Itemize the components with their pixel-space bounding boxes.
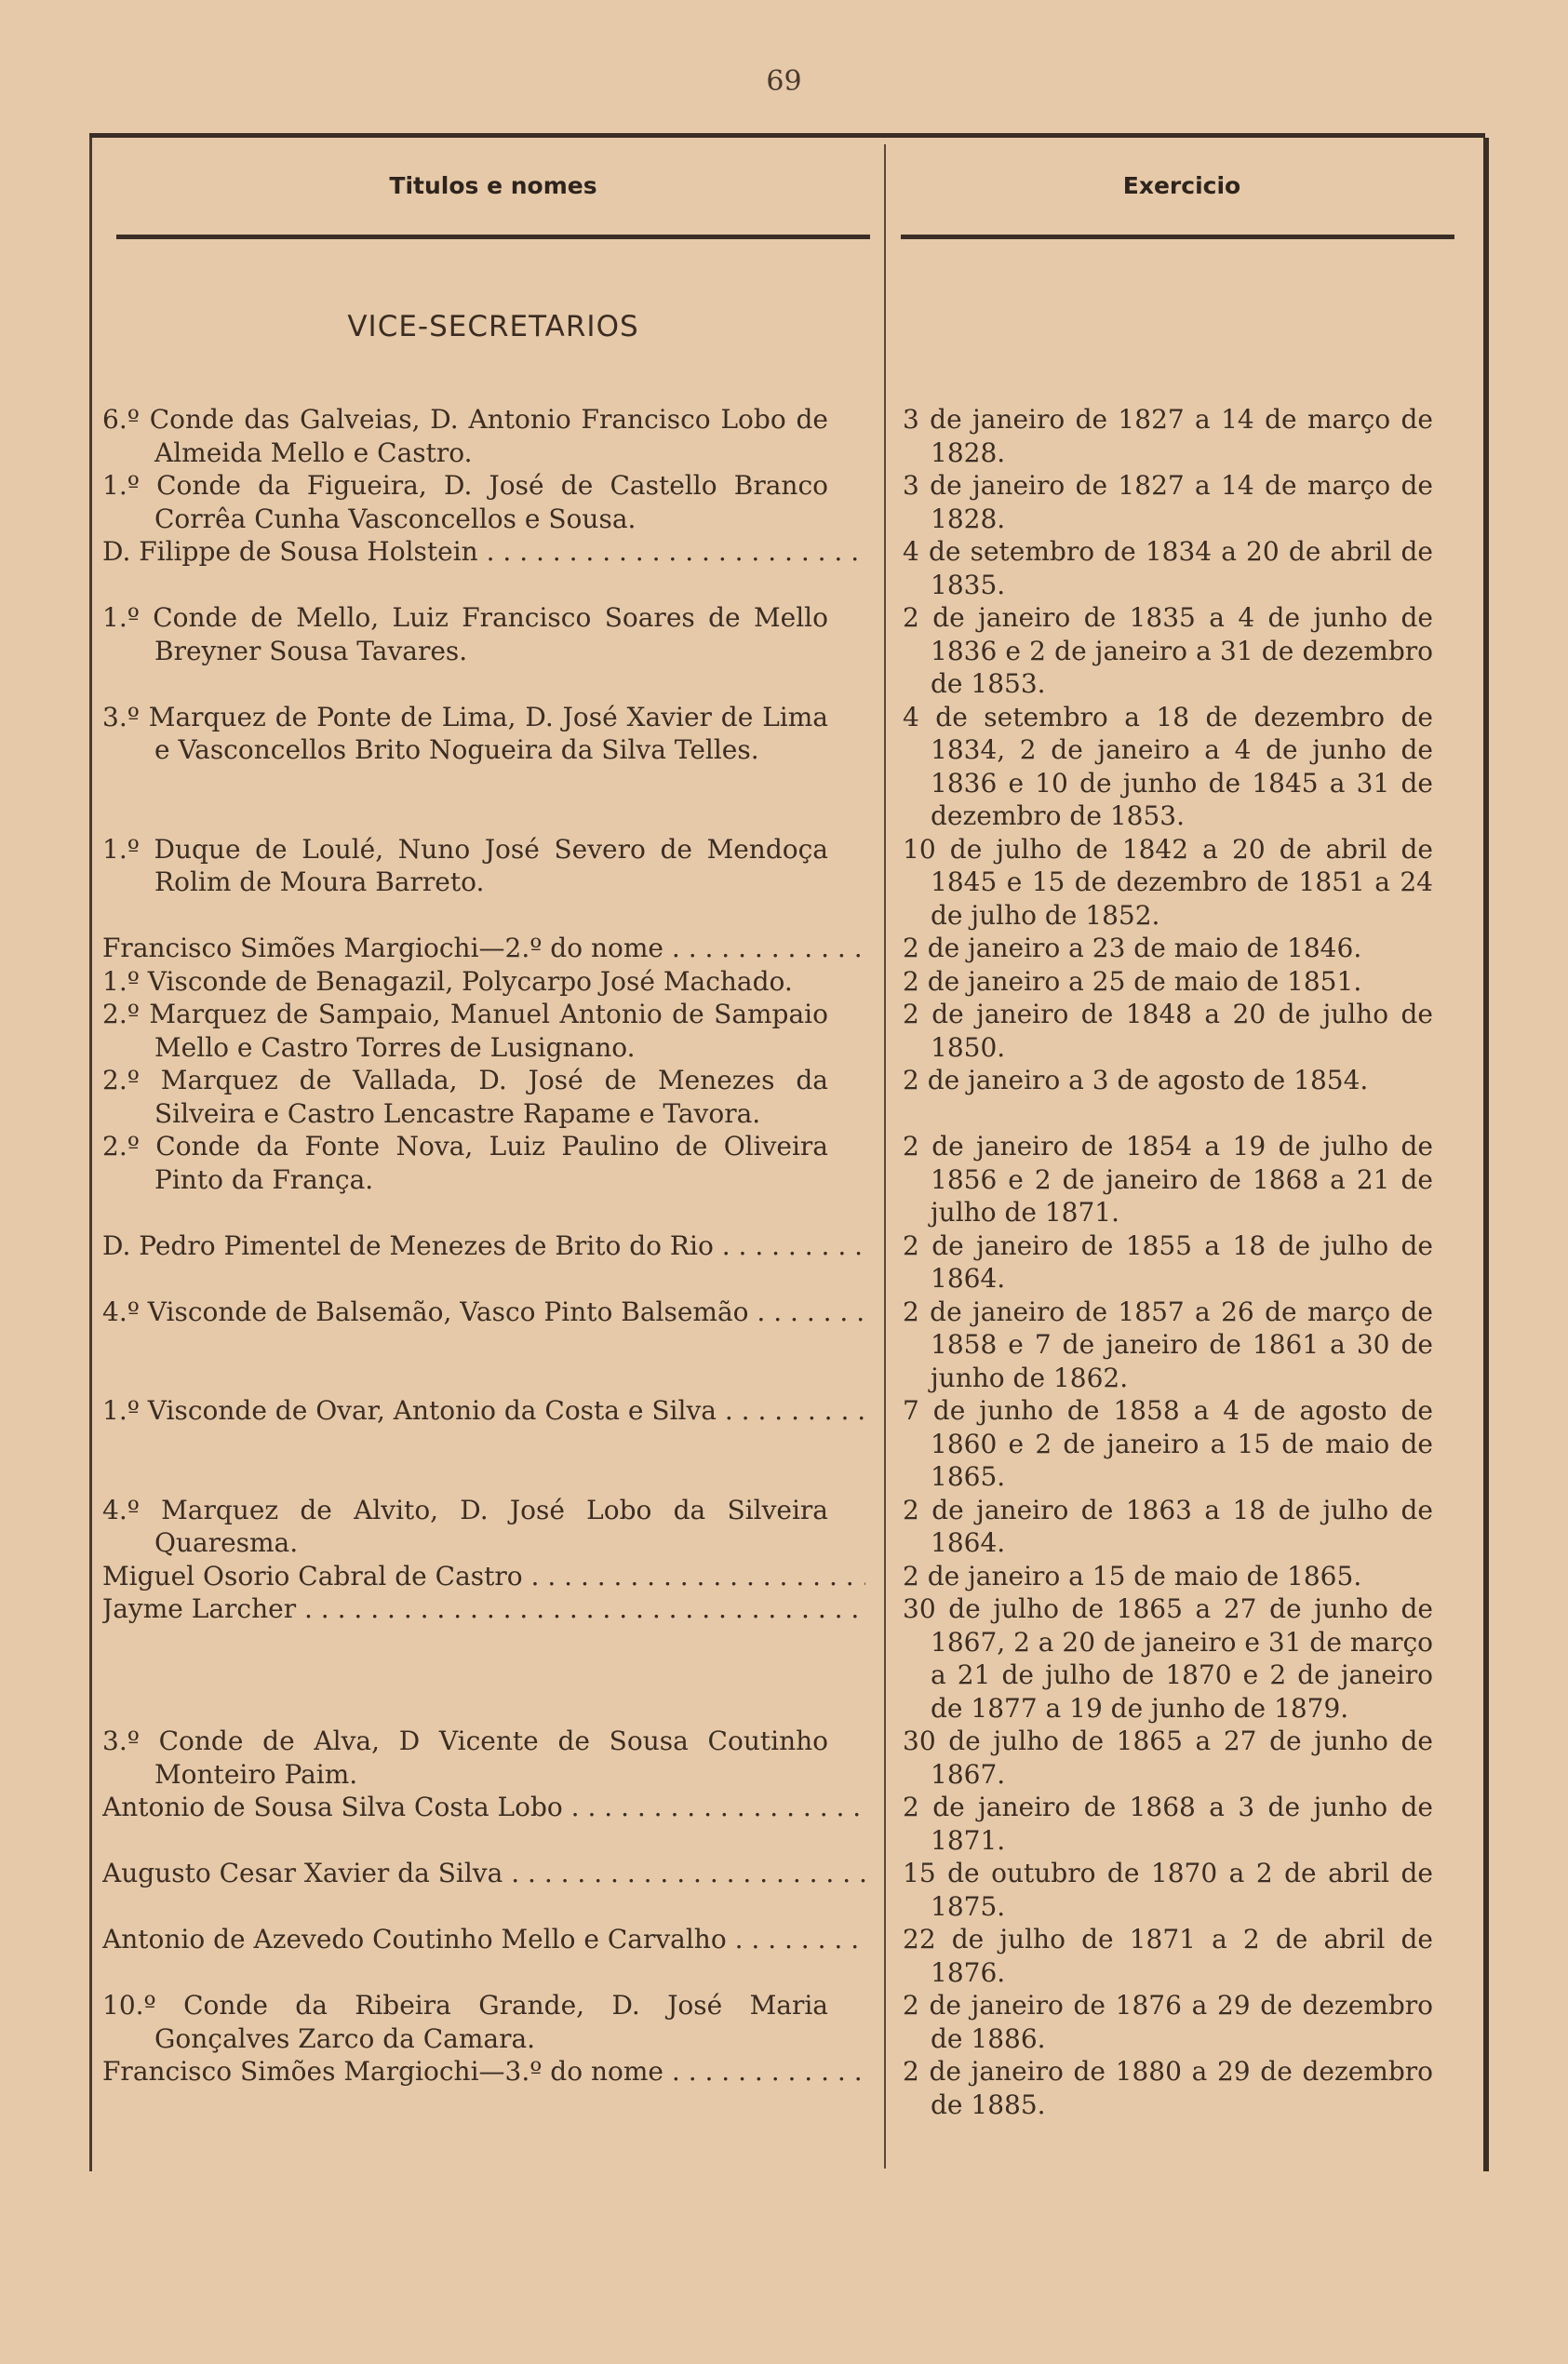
entry-name: Antonio de Sousa Silva Costa Lobo . . . [102,1791,865,1857]
entry-term: 30 de julho de 1865 a 27 de junho de 1867. [903,1726,1433,1790]
table-row [102,1229,1480,1296]
entry-term: 2 de janeiro a 3 de agosto de 1854. [903,1065,1369,1095]
header-rule-left [116,235,870,239]
entry-term: 2 de janeiro de 1857 a 26 de março de 1858 e 7 de janeiro de 1861 a 30 de junho de 1862. [903,1296,1433,1393]
entry-term: 7 de junho de 1858 a 4 de agosto de 1860 e 2 de janeiro a 15 de maio de 1865. [903,1395,1433,1492]
table-row [102,965,1480,999]
entry-term: 2 de janeiro a 25 de maio de 1851. [903,965,1362,997]
entry-term: 2 de janeiro de 1848 a 20 de julho de 1850. [903,999,1433,1063]
entry-name: 1.º Conde de Mello, Luiz Francisco Soares de Mello Breyner Sousa Tavares. [102,602,828,666]
table-row [102,833,1480,933]
table-row [102,601,1480,701]
table-row [102,1130,1480,1229]
entry-name: 4.º Marquez de Alvito, D. José Lobo da Silveira Quaresma. [102,1494,828,1558]
entry-term: 2 de janeiro de 1855 a 18 de julho de 1864. [903,1229,1433,1294]
entry-name: Miguel Osorio Cabral de Castro . . . [102,1560,865,1593]
table-row [102,1064,1480,1130]
entry-name: 1.º Visconde de Ovar, Antonio da Costa e Silva . . . [102,1394,865,1494]
entry-name: 2.º Marquez de Vallada, D. José de Menezes da Silveira e Castro Lencastre Rapame e Tavora. [102,1065,828,1129]
entry-term: 22 de julho de 1871 a 2 de abril de 1876. [903,1924,1433,1988]
table-row [102,1791,1480,1857]
entry-term: 2 de janeiro de 1880 a 29 de dezembro de 1885. [903,2056,1433,2120]
table-row [102,701,1480,833]
entry-term: 30 de julho de 1865 a 27 de junho de 1867, 2 a 20 de janeiro e 31 de março a 21 de julho de 1870 e 2 de janeiro de 1877 a 19 de junho de 1879. [903,1593,1433,1724]
entry-term: 2 de janeiro de 1868 a 3 de junho de 1871. [903,1792,1433,1856]
entry-name: D. Filippe de Sousa Holstein . . . [102,535,865,601]
entry-name: 1.º Duque de Loulé, Nuno José Severo de Mendoça Rolim de Moura Barreto. [102,833,828,897]
table-row [102,1394,1480,1494]
table-row [102,932,1480,965]
table-row [102,1857,1480,1923]
section-title: VICE-SECRETARIOS [347,310,639,343]
table-row [102,403,1480,469]
entry-term: 10 de julho de 1842 a 20 de abril de 1845 e 15 de dezembro de 1851 a 24 de julho de 1852. [903,833,1433,931]
entry-term: 2 de janeiro de 1876 a 29 de dezembro de 1886. [903,1990,1433,2054]
table-row [102,2055,1480,2121]
entry-name: 10.º Conde da Ribeira Grande, D. José Maria Gonçalves Zarco da Camara. [102,1990,828,2054]
entry-name: 2.º Marquez de Sampaio, Manuel Antonio de Sampaio Mello e Castro Torres de Lusignano. [102,999,828,1063]
table-row [102,1296,1480,1395]
entry-name: 6.º Conde das Galveias, D. Antonio Francisco Lobo de Almeida Mello e Castro. [102,404,828,468]
table-row [102,1560,1480,1593]
entry-term: 2 de janeiro a 15 de maio de 1865. [903,1560,1362,1592]
table-row [102,469,1480,535]
table-row [102,1923,1480,1989]
entry-name: Augusto Cesar Xavier da Silva . . . [102,1857,865,1923]
entry-name: 3.º Marquez de Ponte de Lima, D. José Xavier de Lima e Vasconcellos Brito Nogueira da Silva Telles. [102,701,828,765]
entry-name: Antonio de Azevedo Coutinho Mello e Carvalho . . . [102,1923,865,1989]
column-header-titles: Titulos e nomes [389,172,597,199]
table-row [102,535,1480,601]
entry-name: Francisco Simões Margiochi—2.º do nome . . . [102,932,865,965]
entry-term: 4 de setembro a 18 de dezembro de 1834, 2 de janeiro a 4 de junho de 1836 e 10 de junho de 1845 a 31 de dezembro de 1853. [903,701,1433,831]
entry-name: 4.º Visconde de Balsemão, Vasco Pinto Balsemão . . . [102,1296,865,1395]
entry-term: 2 de janeiro a 23 de maio de 1846. [903,933,1362,963]
table-row [102,998,1480,1064]
entries-list [102,403,1480,2121]
entry-term: 4 de setembro de 1834 a 20 de abril de 1835. [903,536,1433,600]
entry-name: 2.º Conde da Fonte Nova, Luiz Paulino de Oliveira Pinto da França. [102,1131,828,1195]
table-row [102,1494,1480,1560]
column-header-exercise: Exercicio [1122,172,1241,199]
entry-name: 3.º Conde de Alva, D Vicente de Sousa Coutinho Monteiro Paim. [102,1726,828,1790]
table-row [102,1989,1480,2055]
entry-term: 15 de outubro de 1870 a 2 de abril de 1875. [903,1858,1433,1922]
entry-term: 3 de janeiro de 1827 a 14 de março de 1828. [903,404,1433,468]
entry-name: Francisco Simões Margiochi—3.º do nome . . . [102,2055,865,2121]
entry-name: 1.º Visconde de Benagazil, Polycarpo José Machado. [102,965,793,997]
entry-name: D. Pedro Pimentel de Menezes de Brito do Rio . . . [102,1229,865,1296]
entry-term: 3 de janeiro de 1827 a 14 de março de 1828. [903,470,1433,534]
entry-term: 2 de janeiro de 1854 a 19 de julho de 1856 e 2 de janeiro de 1868 a 21 de julho de 1871. [903,1131,1433,1228]
entry-name: 1.º Conde da Figueira, D. José de Castello Branco Corrêa Cunha Vasconcellos e Sousa. [102,470,828,534]
page-number: 69 [766,65,802,98]
entry-term: 2 de janeiro de 1863 a 18 de julho de 1864. [903,1494,1433,1558]
table-row [102,1725,1480,1791]
entry-name: Jayme Larcher . . . [102,1592,865,1725]
table-row [102,1592,1480,1725]
entry-term: 2 de janeiro de 1835 a 4 de junho de 1836 e 2 de janeiro a 31 de dezembro de 1853. [903,602,1433,699]
header-rule-right [901,235,1454,239]
